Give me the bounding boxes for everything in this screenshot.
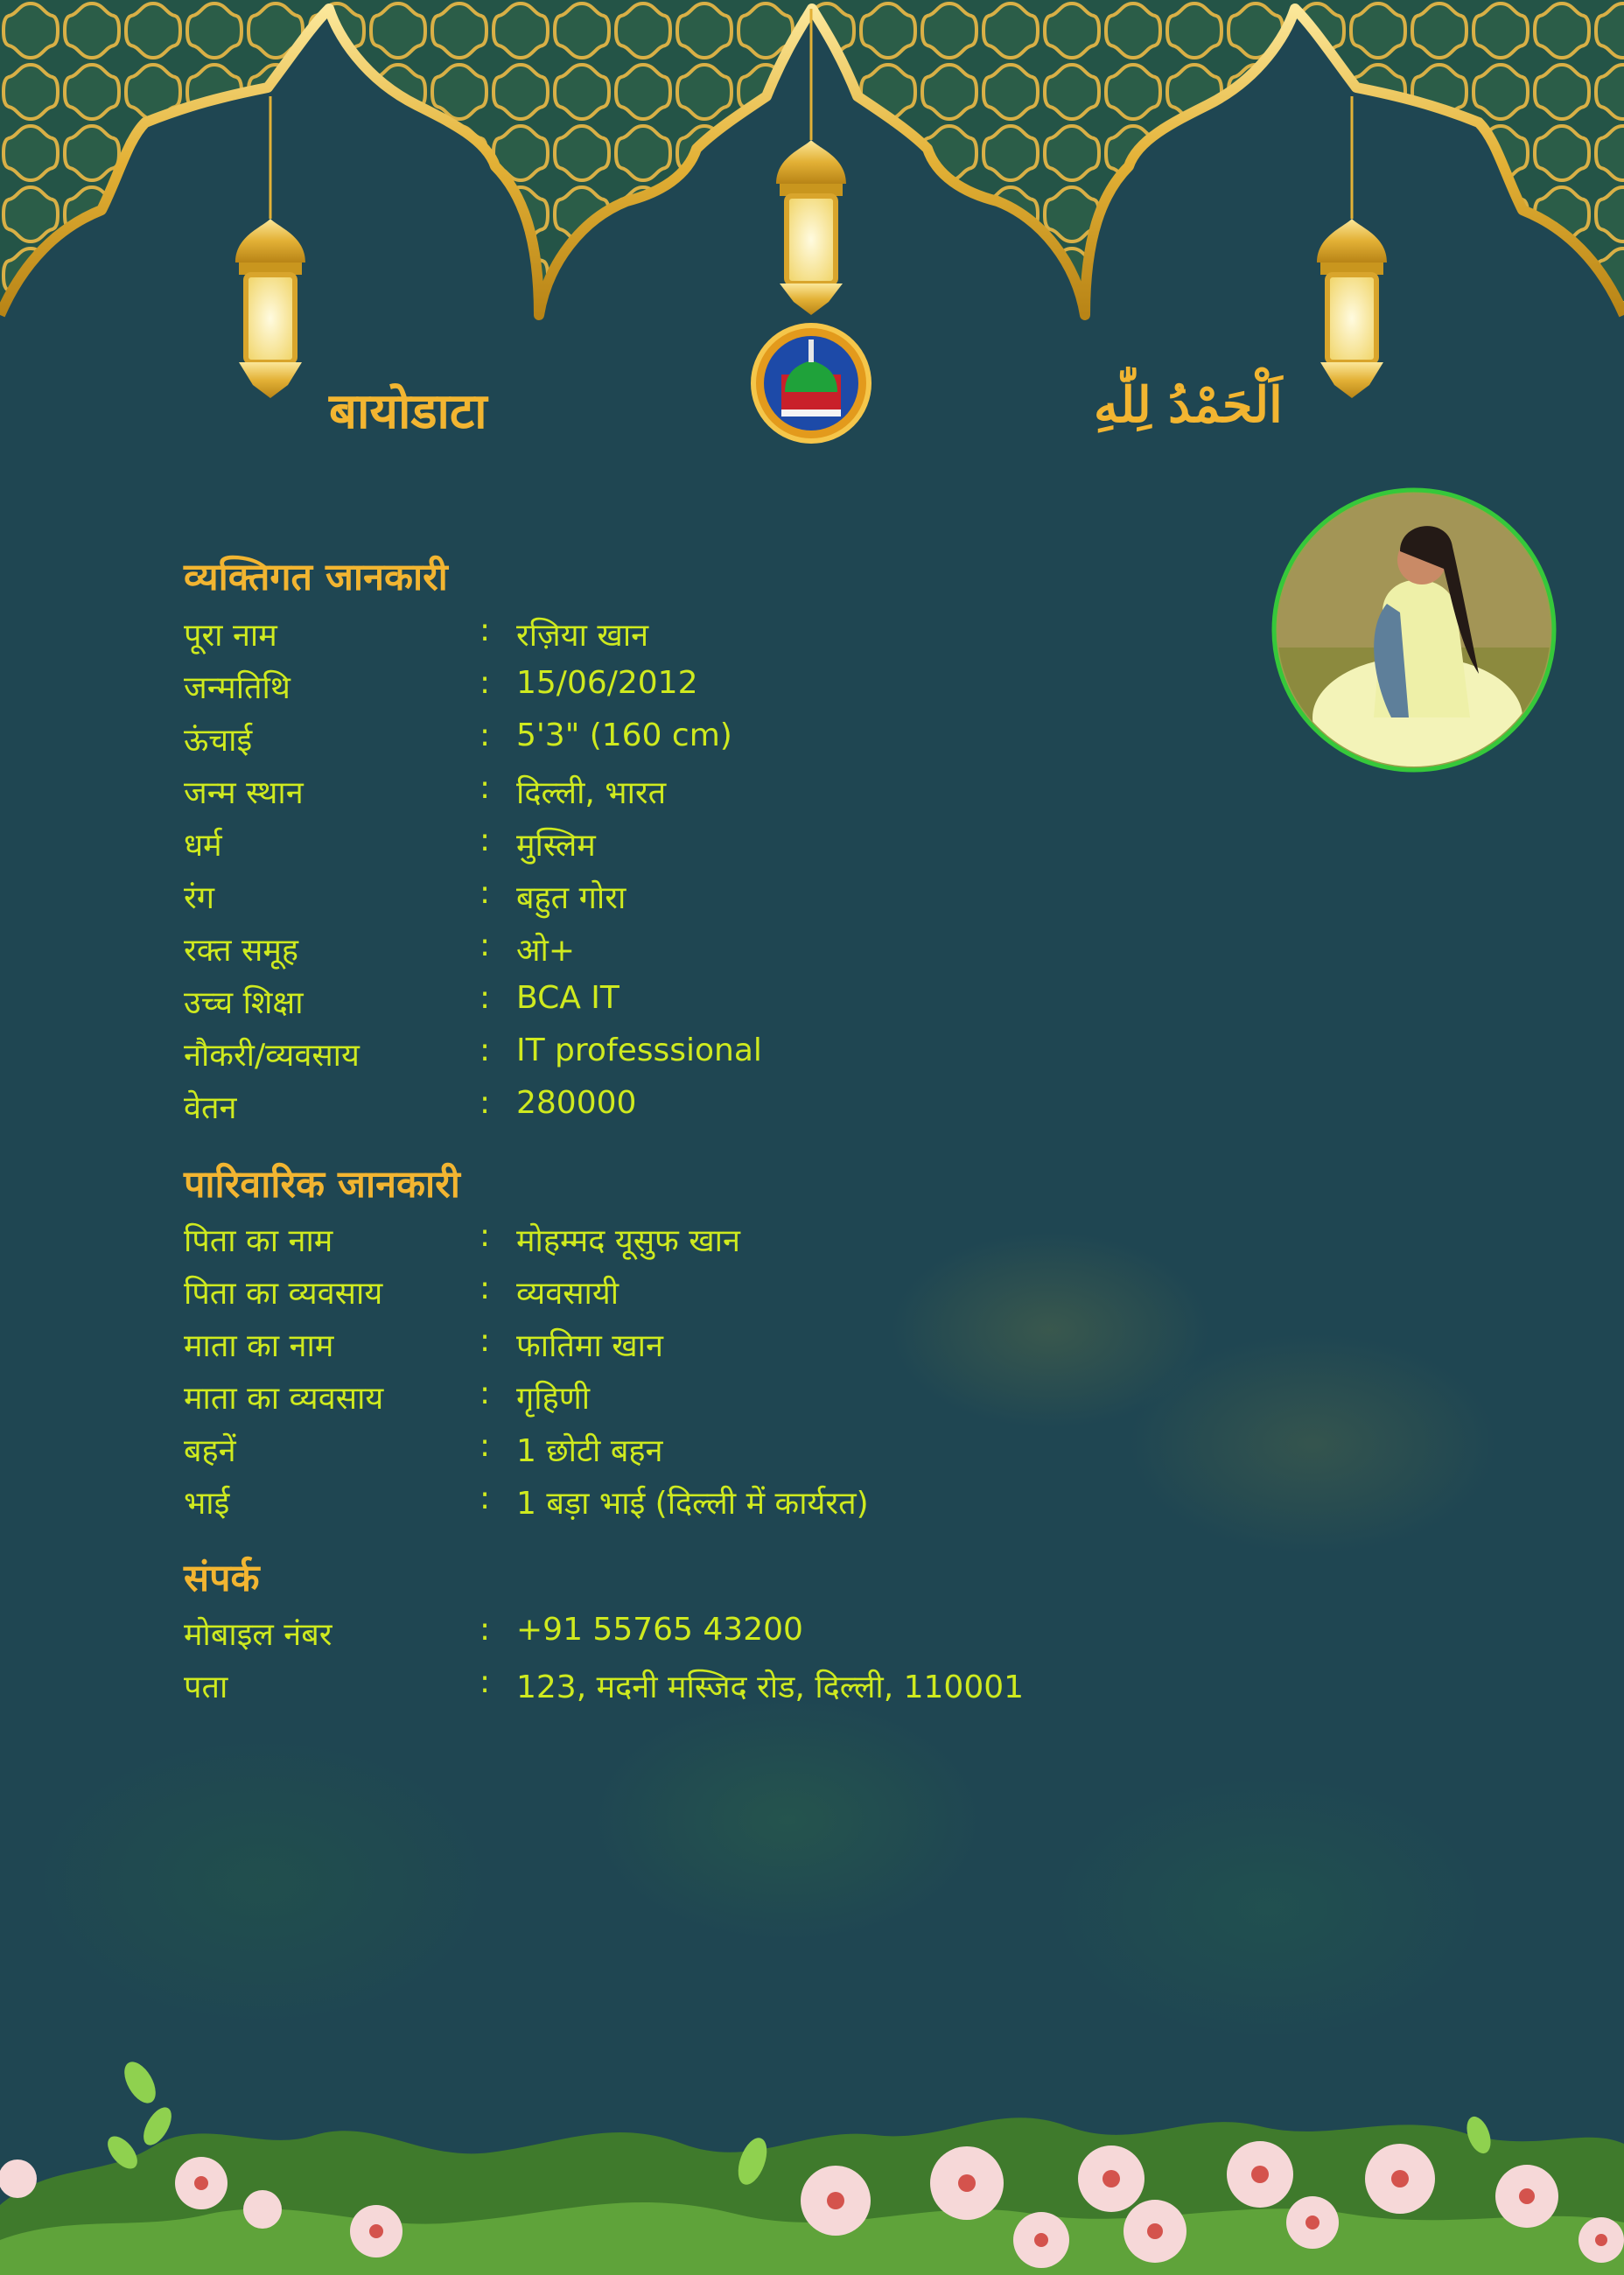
field-value: 1 बड़ा भाई (दिल्ली में कार्यरत) — [516, 1486, 869, 1522]
field-value: 5'3" (160 cm) — [516, 718, 732, 753]
field-label: पिता का व्यवसाय — [184, 1276, 383, 1312]
field-separator: : — [480, 1376, 491, 1411]
field-separator: : — [480, 980, 491, 1016]
field-separator: : — [480, 1218, 491, 1254]
field-label: भाई — [184, 1486, 230, 1522]
field-value: IT professsional — [516, 1032, 762, 1068]
field-value: बहुत गोरा — [516, 880, 626, 916]
hanging-lantern-icon — [235, 96, 305, 398]
field-value: व्यवसायी — [516, 1276, 620, 1312]
field-value: मोहम्मद यूसुफ खान — [516, 1223, 740, 1259]
field-separator: : — [480, 665, 491, 701]
field-label: धर्म — [184, 828, 222, 864]
field-separator: : — [480, 612, 491, 648]
field-label: नौकरी/व्यवसाय — [184, 1038, 360, 1074]
field-label: पता — [184, 1670, 228, 1705]
field-value: 15/06/2012 — [516, 665, 698, 701]
field-label: बहनें — [184, 1433, 236, 1469]
field-value: फातिमा खान — [516, 1328, 663, 1364]
field-value: गृहिणी — [516, 1381, 591, 1417]
field-value: 1 छोटी बहन — [516, 1433, 663, 1469]
field-value: रज़िया खान — [516, 618, 649, 654]
field-separator: : — [480, 1664, 491, 1700]
field-separator: : — [480, 718, 491, 753]
field-label: जन्मतिथि — [184, 670, 290, 706]
field-label: रंग — [184, 880, 214, 916]
field-separator: : — [480, 875, 491, 911]
profile-photo-placeholder — [1274, 490, 1554, 779]
field-separator: : — [480, 1032, 491, 1068]
arabic-invocation: اَلْحَمْدُ لِلّٰهِ — [1094, 376, 1283, 434]
field-separator: : — [480, 1612, 491, 1648]
field-separator: : — [480, 822, 491, 858]
floral-footer-decoration — [0, 2056, 1624, 2275]
field-label: माता का व्यवसाय — [184, 1381, 384, 1417]
section-heading-contact: संपर्क — [184, 1557, 260, 1600]
section-heading-family: पारिवारिक जानकारी — [184, 1163, 460, 1207]
field-label: जन्म स्थान — [184, 775, 304, 811]
field-label: रक्त समूह — [184, 933, 298, 969]
field-separator: : — [480, 1480, 491, 1516]
field-separator: : — [480, 928, 491, 963]
field-label: पिता का नाम — [184, 1223, 333, 1259]
field-separator: : — [480, 1270, 491, 1306]
field-value: +91 55765 43200 — [516, 1612, 803, 1648]
field-value: ओ+ — [516, 933, 575, 969]
field-value: दिल्ली, भारत — [516, 775, 667, 811]
section-heading-personal: व्यक्तिगत जानकारी — [184, 556, 448, 599]
page-title: बायोडाटा — [329, 383, 487, 440]
field-label: वेतन — [184, 1090, 237, 1126]
field-value: 280000 — [516, 1085, 637, 1121]
field-label: पूरा नाम — [184, 618, 277, 654]
field-separator: : — [480, 1323, 491, 1359]
field-value: BCA IT — [516, 980, 620, 1016]
field-separator: : — [480, 770, 491, 806]
field-label: उच्च शिक्षा — [184, 985, 304, 1021]
field-separator: : — [480, 1085, 491, 1121]
hanging-lantern-icon — [1317, 96, 1387, 398]
field-separator: : — [480, 1428, 491, 1464]
green-dome-emblem-icon — [753, 326, 869, 441]
field-label: माता का नाम — [184, 1328, 334, 1364]
field-value: 123, मदनी मस्जिद रोड, दिल्ली, 110001 — [516, 1670, 1025, 1705]
field-label: मोबाइल नंबर — [184, 1617, 332, 1653]
field-label: ऊंचाई — [184, 723, 253, 759]
field-value: मुस्लिम — [516, 828, 596, 864]
